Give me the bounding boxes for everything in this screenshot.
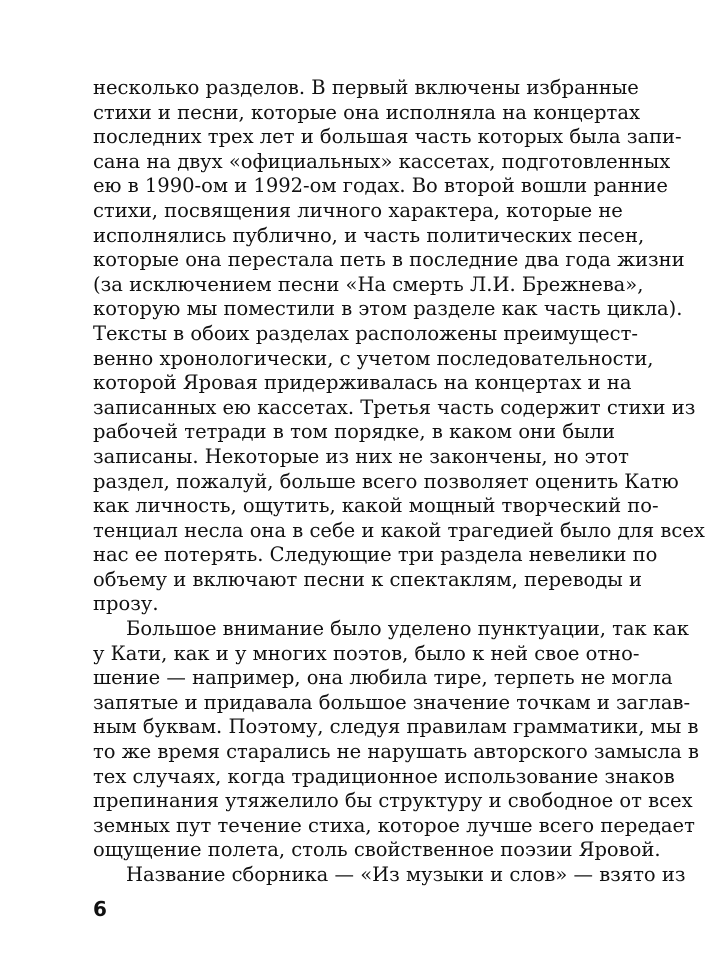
text-line: ею в 1990-ом и 1992-ом годах. Во второй вошли ранние <box>93 174 668 198</box>
paragraph <box>93 863 686 888</box>
text-line: стихи, посвящения личного характера, которые не <box>93 198 623 222</box>
text-line: записанных ею кассетах. Третья часть содержит стихи из <box>93 395 696 419</box>
text-line: Тексты в обоих разделах расположены преимущест- <box>93 321 638 345</box>
text-line: которые она перестала петь в последние два года жизни <box>93 248 685 272</box>
text-line: у Кати, как и у многих поэтов, было к ней свое отно- <box>93 641 640 665</box>
text-line: Большое внимание было уделено пунктуации, так как <box>126 617 689 641</box>
text-line: венно хронологически, с учетом последовательности, <box>93 346 654 370</box>
text-line: шение — например, она любила тире, терпеть не могла <box>93 666 673 690</box>
text-line: тех случаях, когда традиционное использование знаков <box>93 764 675 788</box>
text-line: которой Яровая придерживалась на концертах и на <box>93 371 632 395</box>
paragraph <box>93 76 705 617</box>
text-line: запятые и придавала большое значение точкам и заглав- <box>93 690 691 714</box>
text-line: (за исключением песни «На смерть Л.И. Брежнева», <box>93 272 644 296</box>
paragraph <box>93 617 699 863</box>
text-line: земных пут течение стиха, которое лучше всего передает <box>93 813 695 837</box>
text-line: то же время старались не нарушать авторского замысла в <box>93 740 699 764</box>
text-line: стихи и песни, которые она исполняла на концертах <box>93 100 640 124</box>
text-line: прозу. <box>93 592 159 616</box>
text-line: несколько разделов. В первый включены избранные <box>93 76 639 99</box>
text-line: которую мы поместили в этом разделе как часть цикла). <box>93 297 683 321</box>
body-text <box>93 76 705 888</box>
text-line: раздел, пожалуй, больше всего позволяет оценить Катю <box>93 469 679 493</box>
text-line: последних трех лет и большая часть которых была запи- <box>93 125 682 149</box>
text-line: препинания утяжелило бы структуру и свободное от всех <box>93 789 693 813</box>
text-line: Название сборника — «Из музыки и слов» — взято из <box>126 863 686 886</box>
text-line: записаны. Некоторые из них не закончены, но этот <box>93 444 629 468</box>
text-line: тенциал несла она в себе и какой трагедией было для всех <box>93 518 705 542</box>
text-line: исполнялись публично, и часть политических песен, <box>93 223 645 247</box>
text-line: сана на двух «официальных» кассетах, подготовленных <box>93 149 671 173</box>
text-line: ощущение полета, столь свойственное поэзии Яровой. <box>93 838 661 862</box>
text-line: объему и включают песни к спектаклям, переводы и <box>93 567 643 591</box>
page-number: 6 <box>93 897 107 921</box>
text-line: нас ее потерять. Следующие три раздела невелики по <box>93 543 658 567</box>
text-line: рабочей тетради в том порядке, в каком они были <box>93 420 615 444</box>
text-line: как личность, ощутить, какой мощный творческий по- <box>93 494 659 518</box>
text-line: ным буквам. Поэтому, следуя правилам грамматики, мы в <box>93 715 699 739</box>
